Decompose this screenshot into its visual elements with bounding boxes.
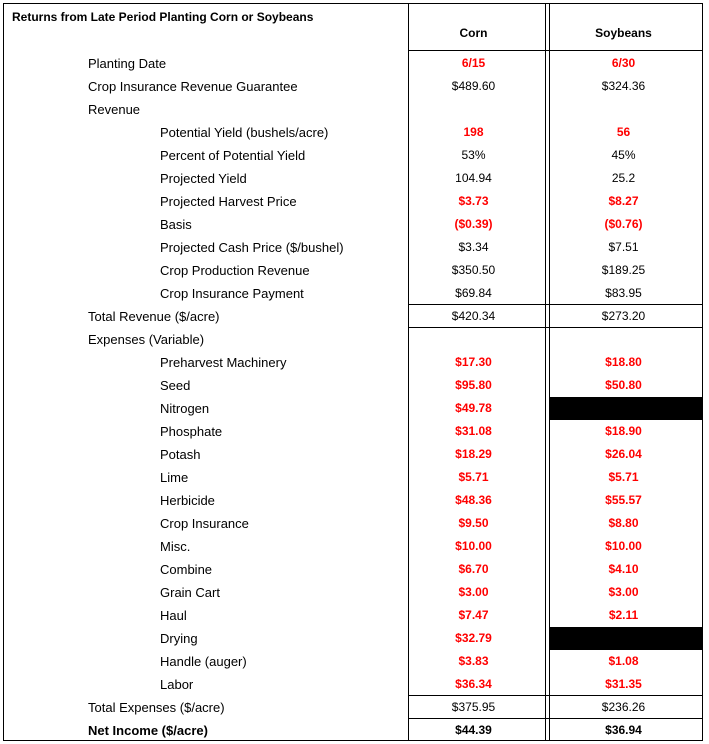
soybeans-cell-blackout[interactable] [550, 627, 702, 650]
row-label: Revenue [88, 102, 141, 117]
table-row [4, 466, 704, 489]
soybeans-cell[interactable]: $324.36 [601, 79, 646, 93]
row-label: Seed [160, 378, 191, 393]
row-label: Total Revenue ($/acre) [88, 309, 220, 324]
table-row [4, 535, 704, 558]
row-label: Percent of Potential Yield [160, 148, 306, 163]
corn-cell[interactable]: $44.39 [455, 723, 492, 737]
row-label: Crop Insurance [160, 516, 249, 531]
table-row [4, 673, 704, 696]
soybeans-cell[interactable]: 45% [611, 148, 636, 162]
soybeans-cell[interactable]: $1.08 [608, 654, 639, 668]
spreadsheet-table [3, 3, 703, 741]
table-row [4, 213, 704, 236]
corn-cell[interactable]: $3.34 [458, 240, 489, 254]
table-row [4, 236, 704, 259]
corn-cell[interactable]: $31.08 [455, 424, 492, 438]
row-label: Labor [160, 677, 194, 692]
corn-cell[interactable]: $9.50 [458, 516, 489, 530]
soybeans-cell-blackout[interactable] [550, 397, 702, 420]
corn-cell[interactable]: ($0.39) [454, 217, 493, 231]
corn-cell[interactable]: $36.34 [455, 677, 492, 691]
table-row [4, 512, 704, 535]
corn-cell[interactable]: 6/15 [461, 56, 486, 70]
row-label: Net Income ($/acre) [88, 723, 208, 738]
table-row [4, 420, 704, 443]
soybeans-cell[interactable]: $55.57 [605, 493, 642, 507]
table-title: Returns from Late Period Planting Corn or Soybeans [12, 10, 314, 24]
corn-cell[interactable]: $489.60 [451, 79, 496, 93]
table-row [4, 98, 704, 121]
table-row [4, 52, 704, 75]
table-row [4, 144, 704, 167]
row-label: Grain Cart [160, 585, 220, 600]
soybeans-cell[interactable]: $7.51 [608, 240, 639, 254]
table-row [4, 374, 704, 397]
soybeans-cell[interactable]: $2.11 [608, 608, 639, 622]
corn-cell[interactable]: $49.78 [455, 401, 492, 415]
header-underline [408, 50, 703, 51]
row-label: Projected Harvest Price [160, 194, 297, 209]
soybeans-cell[interactable]: ($0.76) [604, 217, 643, 231]
table-row [4, 259, 704, 282]
corn-cell[interactable]: $7.47 [458, 608, 489, 622]
table-row [4, 190, 704, 213]
table-row [4, 489, 704, 512]
table-row [4, 397, 704, 420]
corn-cell[interactable]: $18.29 [455, 447, 492, 461]
soybeans-cell[interactable]: $18.80 [605, 355, 642, 369]
corn-cell[interactable]: $17.30 [455, 355, 492, 369]
table-row [4, 719, 704, 742]
column-header-corn: Corn [459, 26, 488, 40]
soybeans-cell[interactable]: $50.80 [605, 378, 642, 392]
corn-cell[interactable]: 53% [461, 148, 486, 162]
row-label: Basis [160, 217, 192, 232]
corn-cell[interactable]: $10.00 [455, 539, 492, 553]
soybeans-cell[interactable]: $31.35 [605, 677, 642, 691]
row-label: Crop Insurance Revenue Guarantee [88, 79, 298, 94]
corn-cell[interactable]: 198 [463, 125, 484, 139]
corn-cell[interactable]: $3.83 [458, 654, 489, 668]
soybeans-cell[interactable]: $189.25 [601, 263, 646, 277]
row-label: Lime [160, 470, 189, 485]
soybeans-cell[interactable]: $26.04 [605, 447, 642, 461]
corn-cell[interactable]: $69.84 [455, 286, 492, 300]
row-label: Combine [160, 562, 213, 577]
corn-cell[interactable]: $5.71 [458, 470, 489, 484]
table-row [4, 351, 704, 374]
row-label: Potash [160, 447, 201, 462]
row-label: Handle (auger) [160, 654, 247, 669]
row-label: Expenses (Variable) [88, 332, 205, 347]
soybeans-cell[interactable]: 6/30 [611, 56, 636, 70]
table-row [4, 75, 704, 98]
soybeans-cell[interactable]: $4.10 [608, 562, 639, 576]
row-label: Preharvest Machinery [160, 355, 287, 370]
corn-cell[interactable]: $3.73 [458, 194, 489, 208]
soybeans-cell[interactable]: $83.95 [605, 286, 642, 300]
corn-cell[interactable]: $420.34 [451, 309, 496, 323]
row-label: Crop Insurance Payment [160, 286, 304, 301]
table-row [4, 581, 704, 604]
corn-cell[interactable]: 104.94 [455, 171, 492, 185]
row-label: Planting Date [88, 56, 167, 71]
corn-cell[interactable]: $350.50 [451, 263, 496, 277]
corn-cell[interactable]: $3.00 [458, 585, 489, 599]
row-label: Potential Yield (bushels/acre) [160, 125, 329, 140]
table-row [4, 282, 704, 305]
corn-cell[interactable]: $48.36 [455, 493, 492, 507]
soybeans-cell[interactable]: 56 [616, 125, 631, 139]
row-label: Misc. [160, 539, 191, 554]
row-label: Crop Production Revenue [160, 263, 310, 278]
corn-cell[interactable]: $6.70 [458, 562, 489, 576]
soybeans-cell[interactable]: 25.2 [611, 171, 636, 185]
table-row [4, 558, 704, 581]
row-label: Herbicide [160, 493, 215, 508]
soybeans-cell[interactable]: $36.94 [605, 723, 642, 737]
corn-cell[interactable]: $375.95 [451, 700, 496, 714]
table-row [4, 305, 704, 328]
table-row [4, 443, 704, 466]
table-row [4, 328, 704, 351]
row-label: Projected Cash Price ($/bushel) [160, 240, 344, 255]
table-row [4, 696, 704, 719]
soybeans-cell[interactable]: $18.90 [605, 424, 642, 438]
table-row [4, 627, 704, 650]
table-row [4, 650, 704, 673]
soybeans-cell[interactable]: $10.00 [605, 539, 642, 553]
row-label: Total Expenses ($/acre) [88, 700, 225, 715]
column-header-soybeans: Soybeans [595, 26, 652, 40]
soybeans-cell[interactable]: $236.26 [601, 700, 646, 714]
soybeans-cell[interactable]: $8.27 [608, 194, 639, 208]
soybeans-cell[interactable]: $8.80 [608, 516, 639, 530]
table-row [4, 167, 704, 190]
row-label: Projected Yield [160, 171, 247, 186]
corn-cell[interactable]: $95.80 [455, 378, 492, 392]
row-label: Nitrogen [160, 401, 210, 416]
corn-cell[interactable]: $32.79 [455, 631, 492, 645]
table-row [4, 121, 704, 144]
row-label: Phosphate [160, 424, 223, 439]
soybeans-cell[interactable]: $5.71 [608, 470, 639, 484]
row-label: Drying [160, 631, 198, 646]
row-label: Haul [160, 608, 187, 623]
soybeans-cell[interactable]: $273.20 [601, 309, 646, 323]
soybeans-cell[interactable]: $3.00 [608, 585, 639, 599]
table-row [4, 604, 704, 627]
